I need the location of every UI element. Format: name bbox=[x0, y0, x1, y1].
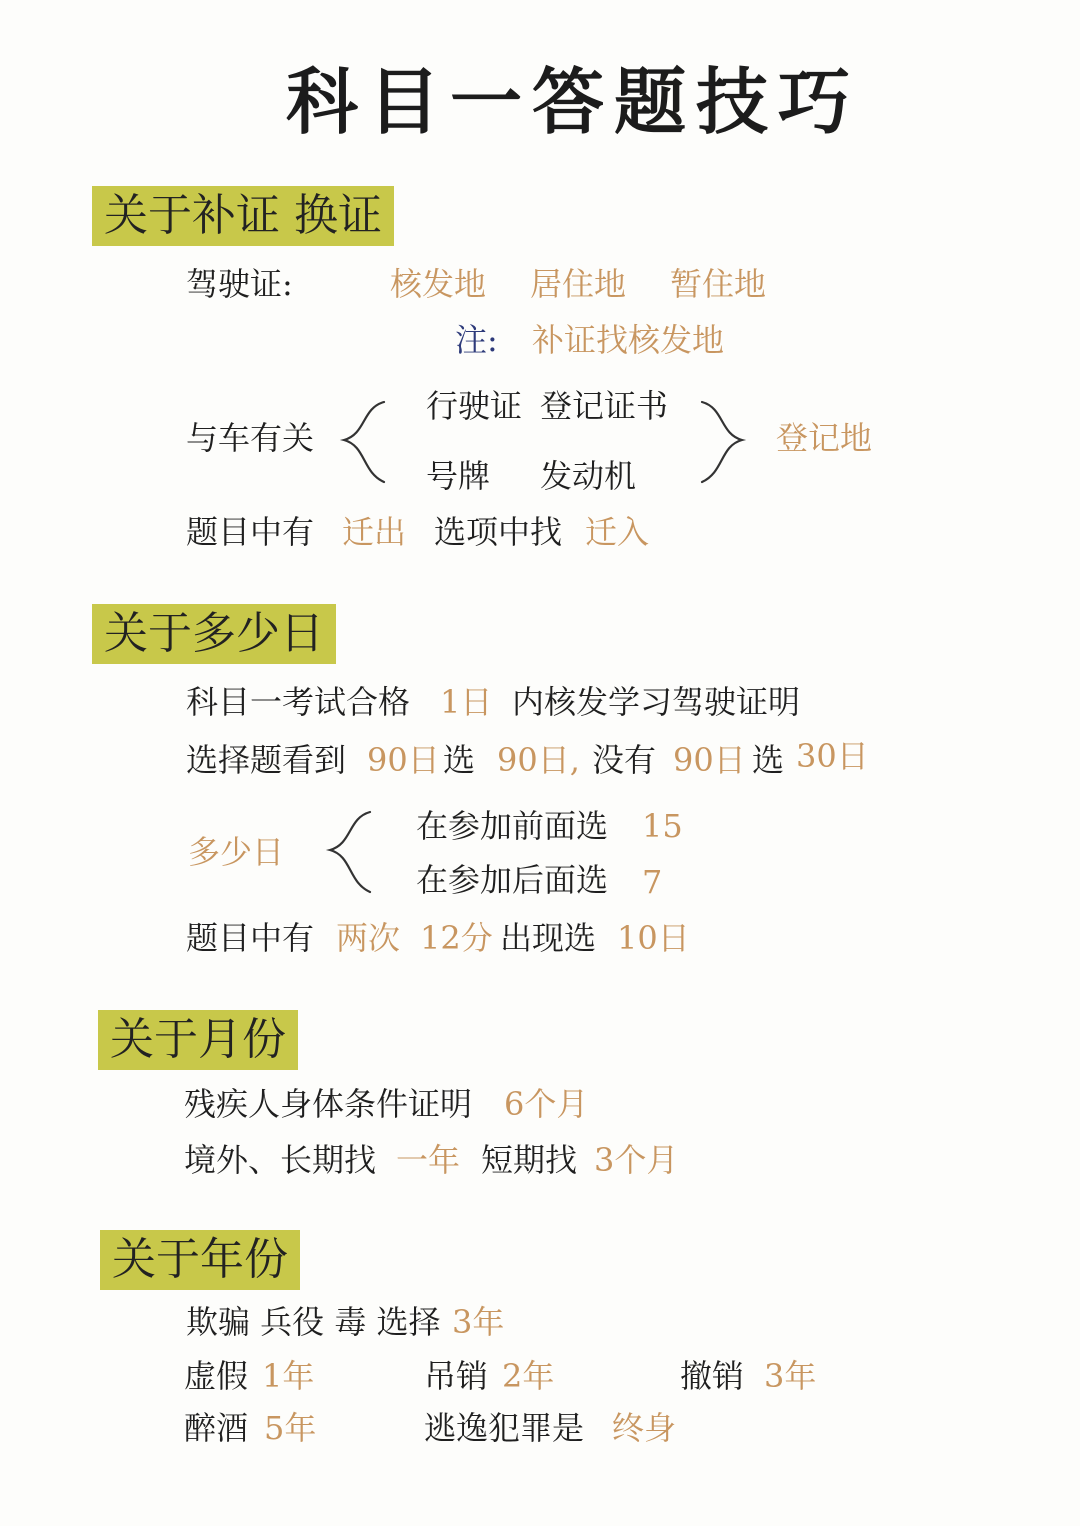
page-title: 科目一答题技巧 bbox=[286, 59, 861, 144]
section-heading-days: 关于多少日 bbox=[92, 604, 336, 664]
days-after-value: 7 bbox=[642, 863, 663, 901]
days-line2-90c: 90日 bbox=[673, 741, 746, 779]
license-label: 驾驶证: bbox=[186, 265, 293, 303]
move-out: 迁出 bbox=[342, 513, 407, 551]
days-line4-twice: 两次 bbox=[336, 919, 401, 957]
days-line1-text: 科目一考试合格 bbox=[186, 683, 411, 721]
revoke-value: 2年 bbox=[502, 1357, 555, 1395]
vehicle-label: 与车有关 bbox=[186, 419, 315, 457]
false-label: 虚假 bbox=[184, 1357, 249, 1395]
note-text: 补证找核发地 bbox=[532, 321, 725, 359]
days-line2-30: 30日 bbox=[796, 737, 869, 775]
months-line1-text: 残疾人身体条件证明 bbox=[184, 1085, 473, 1123]
days-line4-text: 题目中有 bbox=[186, 919, 315, 957]
section-heading-years: 关于年份 bbox=[100, 1230, 300, 1290]
move-in: 迁入 bbox=[585, 513, 650, 551]
days-label: 多少日 bbox=[188, 833, 285, 871]
days-line1-suffix: 内核发学习驾驶证明 bbox=[512, 683, 801, 721]
years-line1-value: 3年 bbox=[452, 1303, 505, 1341]
false-value: 1年 bbox=[262, 1357, 315, 1395]
days-line1-value: 1日 bbox=[440, 683, 493, 721]
years-line1-text: 欺骗 兵役 毒 选择 bbox=[186, 1303, 441, 1341]
days-line2-text: 选择题看到 bbox=[186, 741, 347, 779]
days-after-text: 在参加后面选 bbox=[416, 861, 609, 899]
days-line4-12points: 12分 bbox=[420, 919, 493, 957]
revoke-label: 吊销 bbox=[424, 1357, 489, 1395]
days-line2-none: 没有 bbox=[592, 741, 657, 779]
months-line2-short: 短期找 bbox=[481, 1141, 578, 1179]
left-brace-vehicle bbox=[340, 398, 390, 488]
days-line4-10days: 10日 bbox=[617, 919, 690, 957]
days-before-text: 在参加前面选 bbox=[416, 807, 609, 845]
months-line2-text: 境外、长期找 bbox=[184, 1141, 377, 1179]
place-issuing: 核发地 bbox=[390, 265, 487, 303]
months-line2-year: 一年 bbox=[396, 1141, 461, 1179]
vehicle-item-registration-cert: 行驶证 bbox=[426, 387, 523, 425]
months-line1-value: 6个月 bbox=[504, 1085, 589, 1123]
vehicle-item-engine: 发动机 bbox=[540, 457, 637, 495]
note-label: 注: bbox=[455, 321, 498, 359]
days-line4-appear: 出现选 bbox=[500, 919, 597, 957]
escape-label: 逃逸犯罪是 bbox=[424, 1409, 585, 1447]
days-line2-select: 选 bbox=[443, 741, 476, 779]
drunk-label: 醉酒 bbox=[184, 1409, 249, 1447]
days-line2-90b: 90日, bbox=[497, 741, 580, 779]
place-residence: 居住地 bbox=[530, 265, 627, 303]
cancel-label: 撤销 bbox=[680, 1357, 745, 1395]
drunk-value: 5年 bbox=[264, 1409, 317, 1447]
move-option-text: 选项中找 bbox=[434, 513, 563, 551]
right-brace-vehicle bbox=[696, 398, 746, 488]
cancel-value: 3年 bbox=[764, 1357, 817, 1395]
days-line2-90a: 90日 bbox=[367, 741, 440, 779]
days-before-value: 15 bbox=[642, 807, 683, 845]
place-temporary: 暂住地 bbox=[670, 265, 767, 303]
vehicle-item-registration-book: 登记证书 bbox=[540, 387, 669, 425]
left-brace-days bbox=[326, 808, 376, 898]
months-line2-3months: 3个月 bbox=[594, 1141, 679, 1179]
section-heading-replacement: 关于补证 换证 bbox=[92, 186, 394, 246]
escape-value: 终身 bbox=[612, 1409, 677, 1447]
vehicle-item-plate: 号牌 bbox=[426, 457, 491, 495]
move-question-prefix: 题目中有 bbox=[186, 513, 315, 551]
section-heading-months: 关于月份 bbox=[98, 1010, 298, 1070]
vehicle-result: 登记地 bbox=[776, 419, 873, 457]
days-line2-select2: 选 bbox=[752, 741, 785, 779]
